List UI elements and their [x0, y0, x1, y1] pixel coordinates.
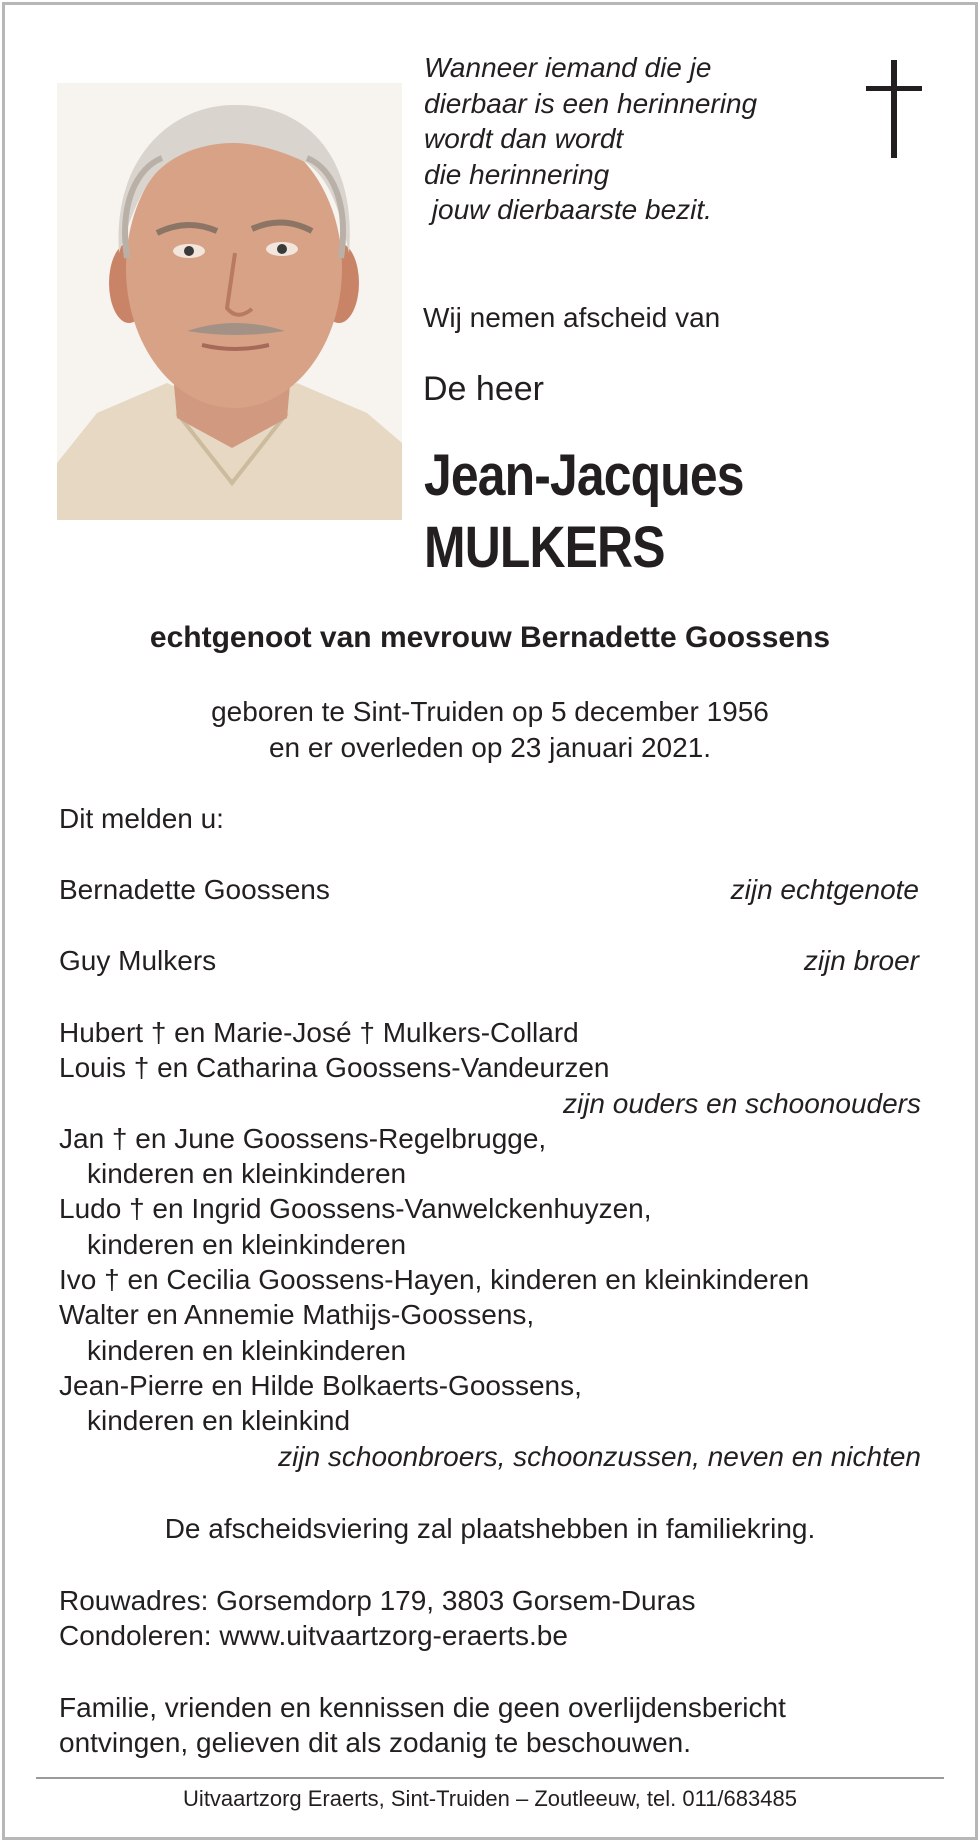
spouse-line: echtgenoot van mevrouw Bernadette Goossens — [149, 621, 831, 654]
family-line: Hubert † en Marie-José † Mulkers-Collard — [59, 1017, 579, 1048]
poem-line: die herinnering — [424, 158, 610, 190]
family-line: kinderen en kleinkinderen — [87, 1158, 407, 1190]
ceremony-note: De afscheidsviering zal plaatshebben in familiekring. — [164, 1513, 816, 1544]
birth-line: geboren te Sint-Truiden op 5 december 1956 — [211, 696, 769, 727]
deceased-name — [424, 440, 744, 584]
honorific: De heer — [423, 370, 544, 408]
portrait-photo — [57, 83, 402, 520]
relative-name: Guy Mulkers — [59, 945, 217, 976]
first-name: Jean-Jacques — [424, 443, 744, 508]
relative-name: Bernadette Goossens — [59, 874, 330, 905]
poem-line: jouw dierbaarste bezit. — [424, 194, 712, 225]
announce-line: Dit melden u: — [59, 803, 224, 834]
farewell-intro: Wij nemen afscheid van — [423, 302, 721, 333]
mourning-address: Rouwadres: Gorsemdorp 179, 3803 Gorsem-Duras — [59, 1585, 696, 1616]
poem-line: dierbaar is een herinnering — [424, 87, 758, 119]
portrait-image — [57, 83, 402, 520]
family-relation: zijn ouders en schoonouders — [562, 1087, 921, 1119]
notice-line: Familie, vrienden en kennissen die geen overlijdensbericht — [59, 1692, 786, 1723]
notice-line: ontvingen, gelieven dit als zodanig te beschouwen. — [59, 1727, 691, 1758]
family-line: Louis † en Catharina Goossens-Vandeurzen — [59, 1052, 610, 1084]
death-line: en er overleden op 23 januari 2021. — [268, 732, 712, 763]
family-line: Ivo † en Cecilia Goossens-Hayen, kinderen en kleinkinderen — [59, 1264, 810, 1296]
family-line: Walter en Annemie Mathijs-Goossens, — [59, 1299, 535, 1331]
family-line: Jean-Pierre en Hilde Bolkaerts-Goossens, — [59, 1369, 582, 1401]
funeral-home-footer: Uitvaartzorg Eraerts, Sint-Truiden – Zoutleeuw, tel. 011/683485 — [183, 1786, 797, 1811]
memorial-poem — [424, 50, 757, 228]
poem-line: Wanneer iemand die je — [424, 52, 712, 83]
family-line: kinderen en kleinkinderen — [87, 1334, 407, 1366]
relative-relation: zijn broer — [803, 945, 919, 976]
notice-block — [59, 1690, 786, 1760]
poem-line: wordt dan wordt — [424, 123, 624, 154]
condolences-link[interactable]: Condoleren: www.uitvaartzorg-eraerts.be — [59, 1620, 568, 1651]
birth-death-dates — [0, 694, 980, 766]
latin-cross-icon — [866, 60, 922, 163]
relative-relation: zijn echtgenote — [730, 874, 919, 905]
last-name: MULKERS — [424, 515, 665, 580]
contact-block — [59, 1583, 696, 1653]
family-line: Jan † en June Goossens-Regelbrugge, — [59, 1122, 547, 1154]
family-line: kinderen en kleinkind — [87, 1405, 351, 1437]
footer-divider — [36, 1777, 944, 1779]
family-line: kinderen en kleinkinderen — [87, 1228, 407, 1260]
family-relation: zijn schoonbroers, schoonzussen, neven en nichten — [278, 1440, 921, 1472]
family-line: Ludo † en Ingrid Goossens-Vanwelckenhuyzen, — [59, 1193, 652, 1225]
family-list — [59, 1015, 921, 1474]
